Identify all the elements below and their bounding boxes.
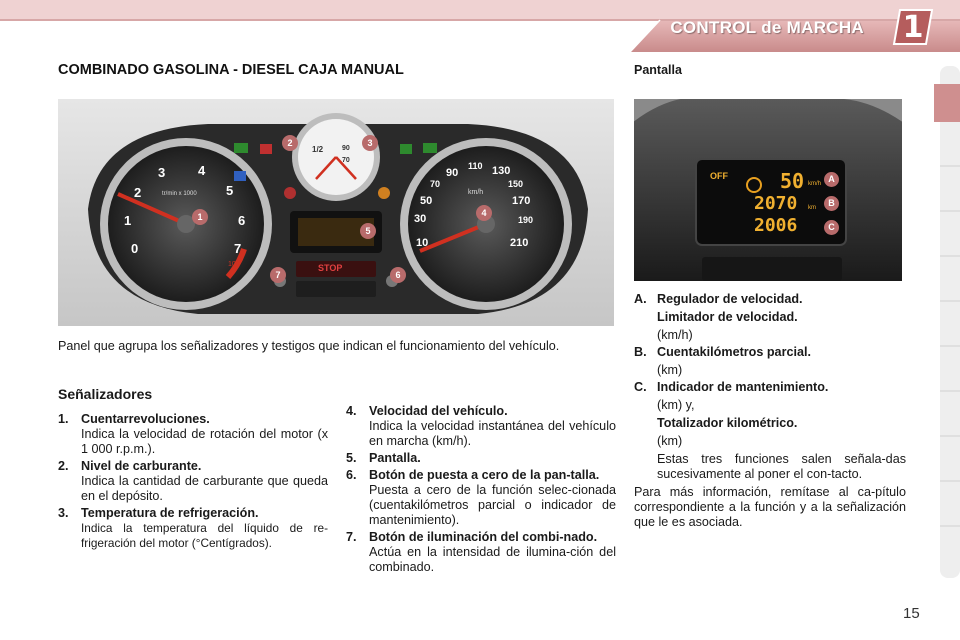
list-item-a (634, 292, 906, 307)
intro-paragraph: Panel que agrupa los señalizadores y testigos que indican el funcionamiento del vehículo. (58, 339, 560, 353)
page-number: 15 (903, 605, 920, 622)
fuel-tick: 1/2 (312, 145, 324, 154)
callout-badge: 3 (362, 135, 378, 151)
tacho-tick: 6 (238, 213, 246, 228)
callout-badge: 1 (192, 209, 208, 225)
list-item (58, 412, 328, 427)
item-letter: C. (634, 380, 647, 394)
footer-paragraph: Para más información, remítase al ca-pítulo correspondiente a la función y a la señalización que le es asociada. (634, 485, 906, 529)
display-partial-value: 2070 (754, 193, 798, 214)
item-title: Pantalla. (369, 451, 421, 465)
column-middle (346, 402, 616, 576)
item-title: Cuentarrevoluciones. (81, 412, 210, 426)
tacho-tick: 7 (234, 241, 242, 256)
list-item (346, 468, 616, 483)
section-title: COMBINADO GASOLINA - DIESEL CAJA MANUAL (58, 62, 404, 78)
callout-badge: 2 (282, 135, 298, 151)
stop-light: STOP (318, 263, 343, 273)
item-unit: (km) (657, 434, 683, 448)
item-title: Regulador de velocidad. (657, 292, 803, 306)
item-number: 4. (346, 404, 357, 418)
speedo-tick: 10 (416, 237, 429, 249)
item-letter: A. (634, 292, 647, 306)
callout-badge: 7 (270, 267, 286, 283)
senalizadores-heading: Señalizadores (58, 386, 153, 402)
display-callout-a: A (824, 172, 839, 187)
item-description: Actúa en la intensidad de ilumina-ción del combinado. (369, 545, 616, 574)
item-description: Indica la temperatura del líquido de re-frigeración del motor (°Centígrados). (81, 521, 328, 550)
display-partial-unit: km (808, 205, 816, 211)
tacho-tick: 5 (226, 183, 234, 198)
instrument-cluster-image (58, 99, 614, 326)
display-total-value: 2006 (754, 215, 798, 236)
item-title: Temperatura de refrigeración. (81, 506, 259, 520)
item-description: Indica la cantidad de carburante que queda en el depósito. (81, 474, 328, 503)
item-title: Indicador de mantenimiento. (657, 380, 829, 394)
display-speed-value: 50 (780, 169, 805, 193)
display-off-label: OFF (710, 171, 728, 181)
display-speed-unit: km/h (808, 181, 822, 187)
callout-badge: 4 (476, 205, 492, 221)
callout-badge: 5 (360, 223, 376, 239)
list-item (58, 506, 328, 521)
tacho-tick: 4 (198, 163, 206, 178)
tacho-tick: 0 (131, 241, 139, 256)
display-callout-b: B (824, 196, 839, 211)
temp-mark: 100 (228, 261, 240, 268)
list-item-b (634, 345, 906, 360)
speedo-tick: 210 (510, 237, 529, 249)
fuel-tick: 90 (342, 145, 350, 152)
item-title: Botón de iluminación del combi-nado. (369, 530, 598, 544)
speedo-tick: 50 (420, 195, 433, 207)
speedo-tick: 190 (518, 215, 534, 225)
speedo-tick: 130 (492, 165, 511, 177)
speedo-tick: 170 (512, 195, 531, 207)
speedo-tick: 110 (468, 161, 483, 171)
item-title: Velocidad del vehículo. (369, 404, 508, 418)
item-description: Puesta a cero de la función selec-cionada (cuentakilómetros parcial o indicador de mantenimiento). (369, 483, 616, 527)
item-number: 7. (346, 530, 357, 544)
item-number: 5. (346, 451, 357, 465)
item-unit: (km) (657, 363, 683, 377)
speedo-tick: 90 (446, 167, 459, 179)
list-item-c (634, 380, 906, 395)
item-number: 2. (58, 459, 69, 473)
column-left (58, 410, 328, 552)
item-description: Estas tres funciones salen señala-das sucesivamente al poner el con-tacto. (657, 452, 906, 481)
tacho-tick: 2 (134, 185, 142, 200)
page-header (0, 0, 960, 52)
item-subtitle: Totalizador kilométrico. (657, 416, 798, 430)
speedo-unit: km/h (468, 189, 484, 196)
display-callout-c: C (824, 220, 839, 235)
chapter-number: 1 (902, 10, 924, 45)
item-description: Indica la velocidad de rotación del motor (x 1 000 r.p.m.). (81, 427, 328, 456)
side-tab-strip (934, 66, 960, 578)
tacho-tick: 1 (124, 213, 132, 228)
item-number: 6. (346, 468, 357, 482)
tacho-tick: 3 (158, 165, 166, 180)
item-title: Nivel de carburante. (81, 459, 202, 473)
item-number: 1. (58, 412, 69, 426)
pantalla-title: Pantalla (634, 63, 682, 77)
item-unit: (km/h) (657, 328, 693, 342)
list-item (346, 404, 616, 419)
tacho-unit: tr/min x 1000 (162, 191, 197, 197)
speedo-tick: 30 (414, 213, 427, 225)
item-letter: B. (634, 345, 647, 359)
callout-badge: 6 (390, 267, 406, 283)
item-number: 3. (58, 506, 69, 520)
item-subtitle: Limitador de velocidad. (657, 310, 798, 324)
list-item (346, 451, 616, 466)
item-unit: (km) y, (657, 398, 695, 412)
list-item (346, 530, 616, 545)
speedo-tick: 70 (430, 179, 441, 189)
list-item (58, 459, 328, 474)
chapter-title: CONTROL de MARCHA (670, 18, 864, 37)
fuel-tick: 70 (342, 157, 350, 164)
display-image (634, 99, 902, 281)
item-description: Indica la velocidad instantánea del vehículo en marcha (km/h). (369, 419, 616, 448)
item-title: Cuentakilómetros parcial. (657, 345, 811, 359)
item-title: Botón de puesta a cero de la pan-talla. (369, 468, 600, 482)
column-right (634, 290, 906, 530)
speedo-tick: 150 (508, 179, 524, 189)
